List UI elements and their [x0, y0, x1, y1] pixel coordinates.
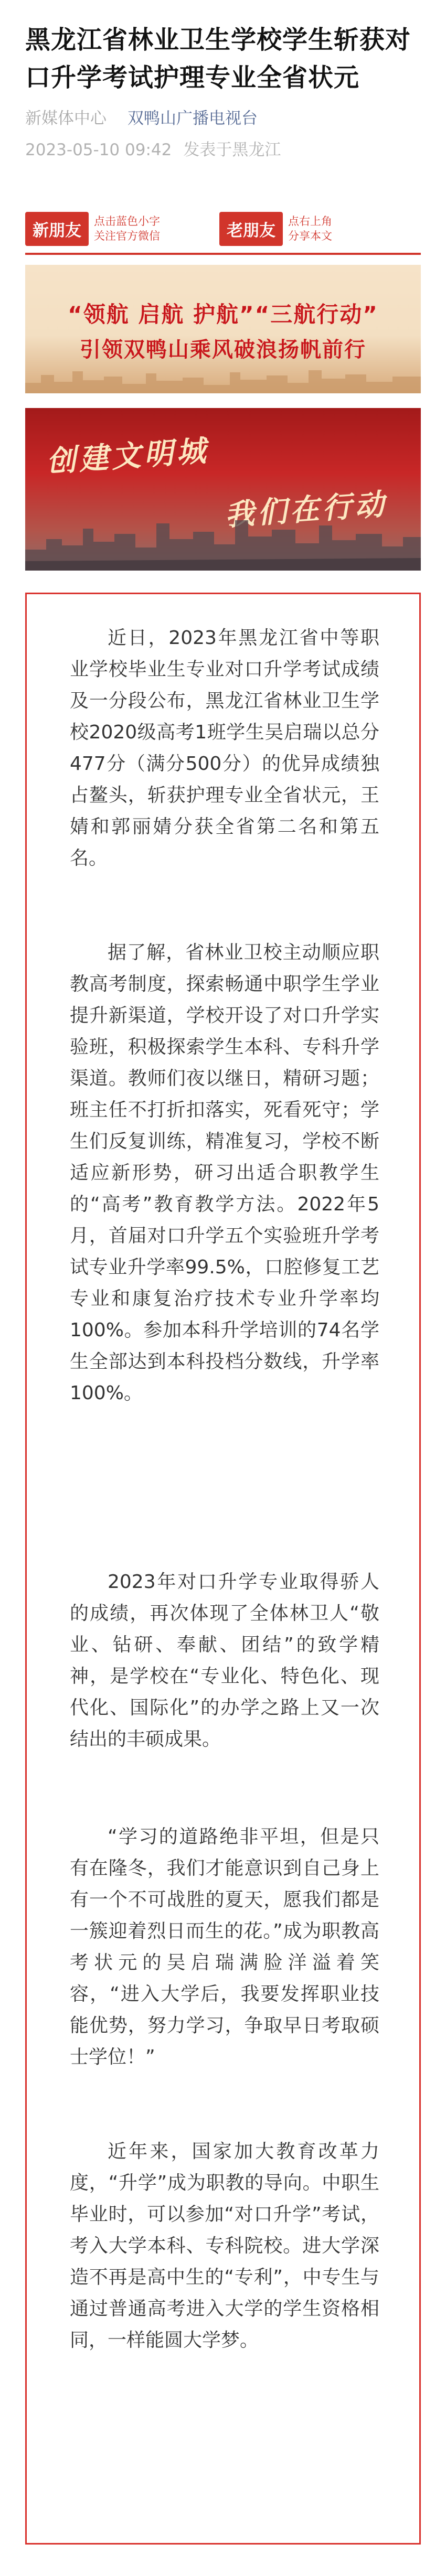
new-friend-block [25, 208, 160, 250]
old-friend-tag: 老朋友 [219, 212, 283, 246]
publish-datetime: 2023-05-10 09:42 [25, 141, 172, 159]
publish-info [25, 136, 281, 160]
article-title: 黑龙江省林业卫生学校学生斩获对口升学考试护理专业全省状元 [25, 25, 411, 92]
banner2-line2: 我们在行动 [224, 487, 389, 533]
publish-location: 发表于黑龙江 [183, 141, 281, 159]
new-friend-tip [94, 214, 160, 243]
old-friend-tip [288, 214, 332, 243]
three-navigation-banner [25, 265, 421, 393]
old-friend-tip-line1: 点右上角 [288, 215, 332, 228]
paragraph-4: “学习的道路绝非平坦，但是只有在隆冬，我们才能意识到自己身上有一个不可战胜的夏天，愿我们都是一簇迎着烈日而生的花。”成为职教高考状元的吴启瑞满脸洋溢着笑容，“进入大学后，我要发挥职业技能优势，努力学习，争取早日考取硕士学位！” [70, 1826, 379, 2068]
paragraph-3: 2023年对口升学专业取得骄人的成绩，再次体现了全体林卫人“敬业、钻研、奉献、团结”的致学精神，是学校在“专业化、特色化、现代化、国际化”的办学之路上又一次结出的丰硕成果。 [70, 1571, 379, 1750]
channel-link[interactable]: 双鸭山广播电视台 [128, 109, 258, 128]
paragraph-1: 近日，2023年黑龙江省中等职业学校毕业生专业对口升学考试成绩及一分段公布，黑龙江省林业卫生学校2020级高考1班学生吴启瑞以总分477分（满分500分）的优异成绩独占鳌头，斩获护理专业全省状元，王婧和郭丽婧分获全省第二名和第五名。 [70, 627, 379, 869]
skyline-graphic [25, 362, 421, 393]
new-friend-tip-line1: 点击蓝色小字 [94, 215, 160, 228]
paragraph-5: 近年来，国家加大教育改革力度，“升学”成为职教的导向。中职生毕业时，可以参加“对口升学”考试，考入大学本科、专科院校。进大学深造不再是高中生的“专利”，中专生与通过普通高考进入大学的学生资格相同，一样能圆大学梦。 [70, 2141, 379, 2351]
old-friend-tip-line2: 分享本文 [288, 230, 332, 242]
paragraph-2: 据了解，省林业卫校主动顺应职教高考制度，探索畅通中职学生学业提升新渠道，学校开设了对口升学实验班，积极探索学生本科、专科升学渠道。教师们夜以继日，精研习题；班主任不打折扣落实，死看死守；学生们反复训练，精准复习，学校不断适应新形势，研习出适合职教学生的“高考”教育教学方法。2022年5月，首届对口升学五个实验班升学考试专业升学率99.5%，口腔修复工艺专业和康复治疗技术专业升学率均100%。参加本科升学培训的74名学生全部达到本科投档分数线，升学率100%。 [70, 942, 379, 1404]
civilized-city-banner [25, 408, 421, 571]
banner1-subline: 引领双鸭山乘风破浪扬帆前行 [80, 338, 366, 362]
banner-divider [25, 253, 421, 255]
article-source: 新媒体中心 [25, 109, 107, 128]
article-body [25, 593, 421, 2545]
old-friend-block [219, 208, 332, 250]
new-friend-tag: 新朋友 [25, 212, 89, 246]
banner1-headline: “领航 启航 护航”“三航行动” [68, 302, 378, 327]
cityscape-graphic [25, 513, 421, 571]
follow-share-banner [25, 200, 421, 257]
new-friend-tip-line2: 关注官方微信 [94, 230, 160, 242]
article-meta [25, 105, 258, 128]
banner2-line1: 创建文明城 [45, 433, 210, 479]
